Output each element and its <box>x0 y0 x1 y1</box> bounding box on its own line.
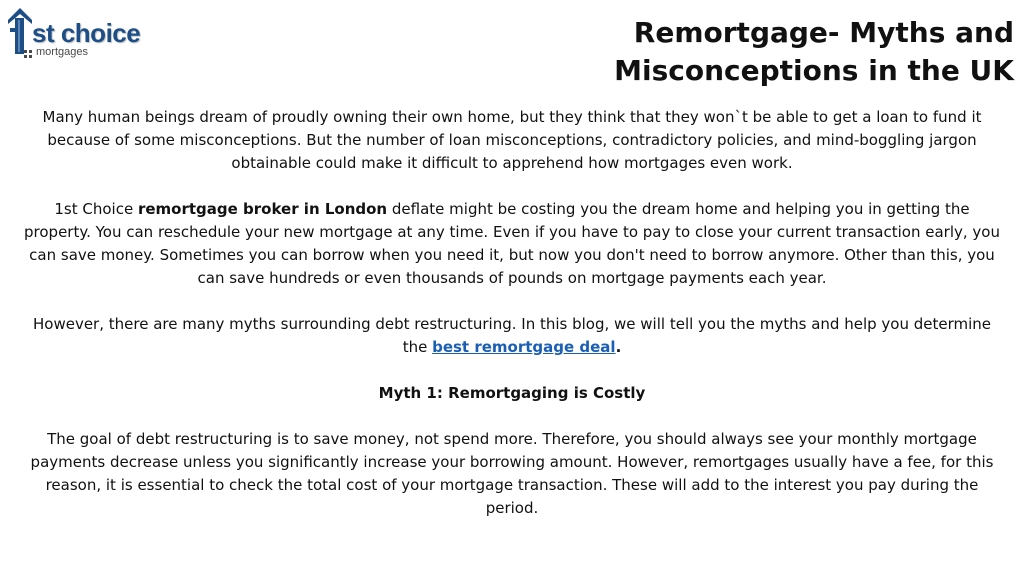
broker-paragraph <box>24 198 1000 290</box>
broker-keyword: remortgage broker in London <box>137 200 388 218</box>
broker-paragraph-end: deflate might be costing you the dream home and helping you in getting the property. You can reschedule your new mortgage at any time. Even if you have to pay to close your current transaction early, you can save money. Sometimes you can borrow when you need it, but now you don't need to borrow anymore. Other than this, you can save hundreds or even thousands of pounds on mortgage payments each year. <box>24 200 1000 287</box>
broker-paragraph-start: 1st Choice <box>54 200 138 218</box>
article-body <box>24 106 1000 543</box>
title-line-1: Remortgage- Myths and <box>633 16 1014 49</box>
brand-logo[interactable] <box>6 6 176 62</box>
myths-paragraph <box>24 313 1000 359</box>
myth-1-heading: Myth 1: Remortgaging is Costly <box>378 384 646 402</box>
myth-1-paragraph: The goal of debt restructuring is to save money, not spend more. Therefore, you should always see your monthly mortgage payments decrease unless you significantly increase your borrowing amount. However, remortgages usually have a fee, for this reason, it is essential to check the total cost of your mortgage transaction. These will add to the interest you pay during the period. <box>30 430 994 517</box>
page-title <box>594 14 1014 90</box>
logo-wordmark: st choice <box>32 18 141 48</box>
logo-subtext: mortgages <box>36 46 88 58</box>
myths-paragraph-start: However, there are many myths surrounding debt restructuring. In this blog, we will tell you the myths and help you determine the <box>32 315 992 356</box>
intro-paragraph: Many human beings dream of proudly owning their own home, but they think that they won`t be able to get a loan to fund it because of some misconceptions. But the number of loan misconceptions, contradictory policies, and mind-boggling jargon obtainable could make it difficult to apprehend how mortgages even work. <box>42 108 982 172</box>
best-remortgage-deal-link[interactable]: best remortgage deal <box>432 338 616 356</box>
grid-dots-icon <box>24 50 32 58</box>
myths-paragraph-end: . <box>615 338 622 356</box>
title-line-2: Misconceptions in the UK <box>614 54 1014 87</box>
